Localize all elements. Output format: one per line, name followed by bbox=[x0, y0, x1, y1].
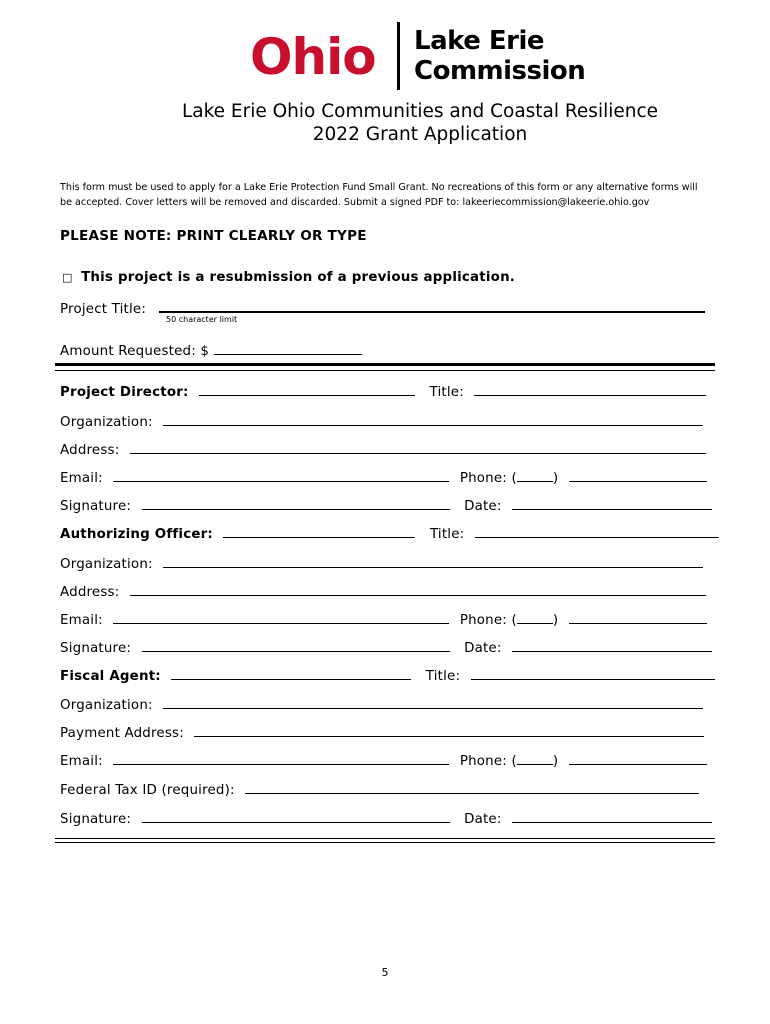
fa-date-label: Date: bbox=[464, 812, 502, 827]
authorizing-officer-label: Authorizing Officer: bbox=[60, 527, 213, 542]
ao-phone-close: ) bbox=[552, 613, 559, 628]
pd-organization-field[interactable] bbox=[163, 412, 703, 426]
fiscal-agent-label: Fiscal Agent: bbox=[60, 669, 161, 684]
pd-organization-label: Organization: bbox=[60, 415, 153, 430]
pd-signature-field[interactable] bbox=[142, 496, 450, 510]
fiscal-agent-field[interactable] bbox=[171, 666, 411, 680]
fa-tax-id-row bbox=[60, 780, 699, 798]
fa-payment-address-label: Payment Address: bbox=[60, 726, 184, 741]
print-note: PLEASE NOTE: PRINT CLEARLY OR TYPE bbox=[60, 228, 367, 244]
project-director-label: Project Director: bbox=[60, 385, 189, 400]
amount-label: Amount Requested: $ bbox=[60, 344, 210, 359]
pd-address-row bbox=[60, 440, 706, 458]
project-title-field[interactable] bbox=[159, 298, 705, 313]
project-title-hint: 50 character limit bbox=[166, 315, 238, 324]
resubmission-label: This project is a resubmission of a previous application. bbox=[81, 270, 516, 285]
ao-signature-field[interactable] bbox=[142, 638, 450, 652]
ao-email-label: Email: bbox=[60, 613, 103, 628]
project-director-row bbox=[60, 382, 706, 400]
pd-organization-row bbox=[60, 412, 703, 430]
title-line2: 2022 Grant Application bbox=[312, 124, 528, 145]
ao-organization-row bbox=[60, 554, 703, 572]
pd-date-field[interactable] bbox=[512, 496, 712, 510]
ao-date-field[interactable] bbox=[512, 638, 712, 652]
fa-signature-row bbox=[60, 809, 712, 827]
fa-payment-address-field[interactable] bbox=[194, 723, 704, 737]
fa-phone-field[interactable] bbox=[569, 751, 707, 765]
section-divider bbox=[55, 363, 715, 371]
intro-text bbox=[60, 180, 698, 210]
page-number: 5 bbox=[381, 966, 389, 979]
fa-phone-area-field[interactable] bbox=[517, 751, 553, 765]
amount-field[interactable] bbox=[214, 341, 362, 355]
intro-line2: be accepted. Cover letters will be removed and discarded. Submit a signed PDF to: lakeeriecommission@lakeerie.ohio.gov bbox=[60, 197, 650, 208]
pd-email-label: Email: bbox=[60, 471, 103, 486]
authorizing-officer-field[interactable] bbox=[223, 524, 415, 538]
fiscal-agent-row bbox=[60, 666, 715, 684]
fa-phone-close: ) bbox=[552, 754, 559, 769]
pd-title-label: Title: bbox=[429, 385, 464, 400]
pd-phone-close: ) bbox=[552, 471, 559, 486]
resubmission-row[interactable] bbox=[62, 270, 515, 285]
resubmission-checkbox[interactable]: □ bbox=[62, 271, 73, 284]
ao-organization-field[interactable] bbox=[163, 554, 703, 568]
ao-address-field[interactable] bbox=[130, 582, 706, 596]
ao-date-label: Date: bbox=[464, 641, 502, 656]
pd-address-field[interactable] bbox=[130, 440, 706, 454]
ao-phone-field[interactable] bbox=[569, 610, 707, 624]
pd-email-field[interactable] bbox=[113, 468, 449, 482]
fa-email-row bbox=[60, 751, 707, 769]
fa-organization-row bbox=[60, 695, 703, 713]
logo-org-line2: Commission bbox=[414, 56, 586, 86]
ao-email-field[interactable] bbox=[113, 610, 449, 624]
pd-signature-label: Signature: bbox=[60, 499, 132, 514]
page-title bbox=[0, 100, 770, 146]
ohio-logo bbox=[250, 22, 376, 92]
fa-organization-label: Organization: bbox=[60, 698, 153, 713]
amount-row bbox=[60, 341, 362, 359]
footer-divider bbox=[55, 838, 715, 843]
fa-email-label: Email: bbox=[60, 754, 103, 769]
fa-date-field[interactable] bbox=[512, 809, 712, 823]
pd-phone-area-field[interactable] bbox=[517, 468, 553, 482]
ao-title-label: Title: bbox=[429, 527, 465, 542]
ao-address-label: Address: bbox=[60, 585, 120, 600]
fa-title-field[interactable] bbox=[471, 666, 715, 680]
fa-phone-label: Phone: ( bbox=[459, 754, 517, 769]
ohio-logo-text: Ohio bbox=[250, 28, 376, 86]
fa-signature-field[interactable] bbox=[142, 809, 450, 823]
project-title-label: Project Title: bbox=[60, 302, 147, 317]
intro-line1: This form must be used to apply for a Lake Erie Protection Fund Small Grant. No recreations of this form or any alternative forms will bbox=[60, 182, 698, 193]
pd-title-field[interactable] bbox=[474, 382, 706, 396]
ao-signature-label: Signature: bbox=[60, 641, 132, 656]
ao-signature-row bbox=[60, 638, 712, 656]
pd-date-label: Date: bbox=[464, 499, 502, 514]
authorizing-officer-row bbox=[60, 524, 719, 542]
pd-signature-row bbox=[60, 496, 712, 514]
ao-phone-label: Phone: ( bbox=[459, 613, 517, 628]
ao-email-row bbox=[60, 610, 707, 628]
pd-address-label: Address: bbox=[60, 443, 120, 458]
fa-organization-field[interactable] bbox=[163, 695, 703, 709]
fa-signature-label: Signature: bbox=[60, 812, 132, 827]
fa-title-label: Title: bbox=[425, 669, 461, 684]
pd-email-row bbox=[60, 468, 707, 486]
pd-phone-label: Phone: ( bbox=[459, 471, 517, 486]
title-line1: Lake Erie Ohio Communities and Coastal Resilience bbox=[181, 101, 659, 122]
fa-tax-id-label: Federal Tax ID (required): bbox=[60, 783, 235, 798]
project-title-row bbox=[60, 298, 705, 317]
ao-phone-area-field[interactable] bbox=[517, 610, 553, 624]
logo-org-line1: Lake Erie bbox=[414, 26, 545, 56]
logo-divider bbox=[397, 22, 400, 90]
ao-address-row bbox=[60, 582, 706, 600]
pd-phone-field[interactable] bbox=[569, 468, 707, 482]
fa-tax-id-field[interactable] bbox=[245, 780, 699, 794]
ao-organization-label: Organization: bbox=[60, 557, 153, 572]
ao-title-field[interactable] bbox=[475, 524, 719, 538]
fa-payment-address-row bbox=[60, 723, 704, 741]
project-director-field[interactable] bbox=[199, 382, 415, 396]
commission-logo-text bbox=[414, 26, 585, 86]
fa-email-field[interactable] bbox=[113, 751, 449, 765]
